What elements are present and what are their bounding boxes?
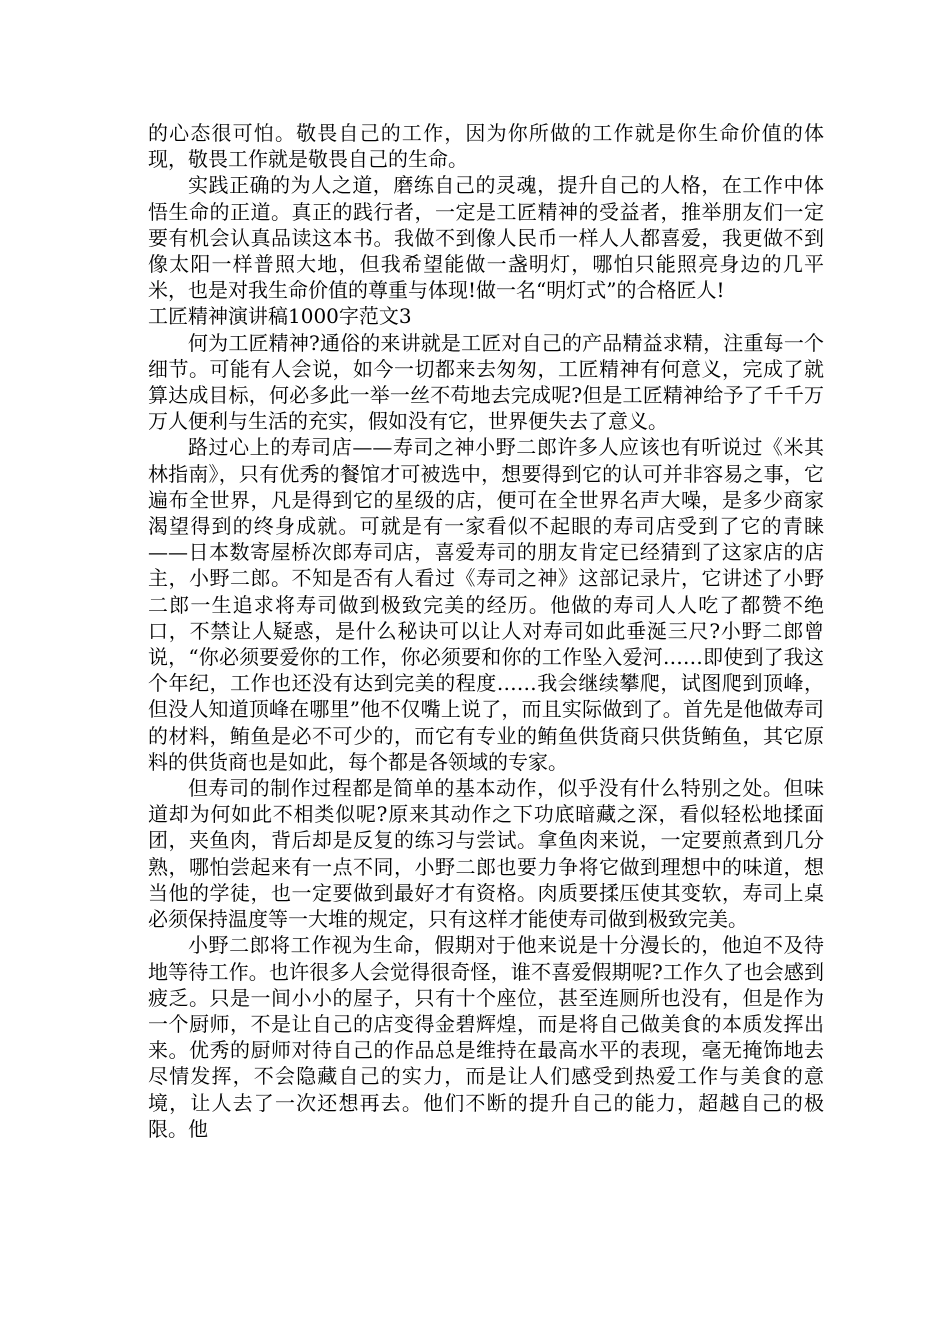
- paragraph-definition: 何为工匠精神?通俗的来讲就是工匠对自己的产品精益求精，注重每一个细节。可能有人会说，如今一切都来去匆匆，工匠精神有何意义，完成了就算达成目标，何必多此一举一丝不苟地去完成呢?但是工匠精神给予了千千万万人便利与生活的充实，假如没有它，世界便失去了意义。: [148, 330, 824, 434]
- paragraph-practice: 实践正确的为人之道，磨练自己的灵魂，提升自己的人格，在工作中体悟生命的正道。真正的践行者，一定是工匠精神的受益者，推举朋友们一定要有机会认真品读这本书。我做不到像人民币一样人人都喜爱，我更做不到像太阳一样普照大地，但我希望能做一盏明灯，哪怕只能照亮身边的几平米，也是对我生命价值的尊重与体现!做一名“明灯式”的合格匠人!: [148, 173, 824, 303]
- section-heading: 工匠精神演讲稿1000字范文3: [148, 304, 412, 329]
- document-body: [148, 120, 824, 1142]
- paragraph-sushi-process: 但寿司的制作过程都是简单的基本动作，似乎没有什么特别之处。但味道却为何如此不相类似呢?原来其动作之下功底暗藏之深，看似轻松地揉面团，夹鱼肉，背后却是反复的练习与尝试。拿鱼肉来说，一定要煎煮到几分熟，哪怕尝起来有一点不同，小野二郎也要力争将它做到理想中的味道，想当他的学徒，也一定要做到最好才有资格。肉质要揉压使其变软，寿司上桌必须保持温度等一大堆的规定，只有这样才能使寿司做到极致完美。: [148, 776, 824, 932]
- paragraph-sushi-shop: 路过心上的寿司店——寿司之神小野二郎许多人应该也有听说过《米其林指南》，只有优秀的餐馆才可被选中，想要得到它的认可并非容易之事，它遍布全世界，凡是得到它的星级的店，便可在全世界名声大噪，是多少商家渴望得到的终身成就。可就是有一家看似不起眼的寿司店受到了它的青睐——日本数寄屋桥次郎寿司店，喜爱寿司的朋友肯定已经猜到了这家店的店主，小野二郎。不知是否有人看过《寿司之神》这部记录片，它讲述了小野二郎一生追求将寿司做到极致完美的经历。他做的寿司人人吃了都赞不绝口，不禁让人疑惑，是什么秘诀可以让人对寿司如此垂涎三尺?小野二郎曾说，“你必须要爱你的工作，你必须要和你的工作坠入爱河……即使到了我这个年纪，工作也还没有达到完美的程度……我会继续攀爬，试图爬到顶峰，但没人知道顶峰在哪里”他不仅嘴上说了，而且实际做到了。首先是他做寿司的材料，鲔鱼是必不可少的，而它有专业的鲔鱼供货商只供货鲔鱼，其它原料的供货商也是如此，每个都是各领域的专家。: [148, 435, 824, 774]
- paragraph-continuation: 的心态很可怕。敬畏自己的工作，因为你所做的工作就是你生命价值的体现，敬畏工作就是敬畏自己的生命。: [148, 121, 824, 172]
- paragraph-work-as-life: 小野二郎将工作视为生命，假期对于他来说是十分漫长的，他迫不及待地等待工作。也许很多人会觉得很奇怪，谁不喜爱假期呢?工作久了也会感到疲乏。只是一间小小的屋子，只有十个座位，甚至连厕所也没有，但是作为一个厨师，不是让自己的店变得金碧辉煌，而是将自己做美食的本质发挥出来。优秀的厨师对待自己的作品总是维持在最高水平的表现，毫无掩饰地去尽情发挥，不会隐藏自己的实力，而是让人们感受到热爱工作与美食的意境，让人去了一次还想再去。他们不断的提升自己的能力，超越自己的极限。他: [148, 933, 824, 1141]
